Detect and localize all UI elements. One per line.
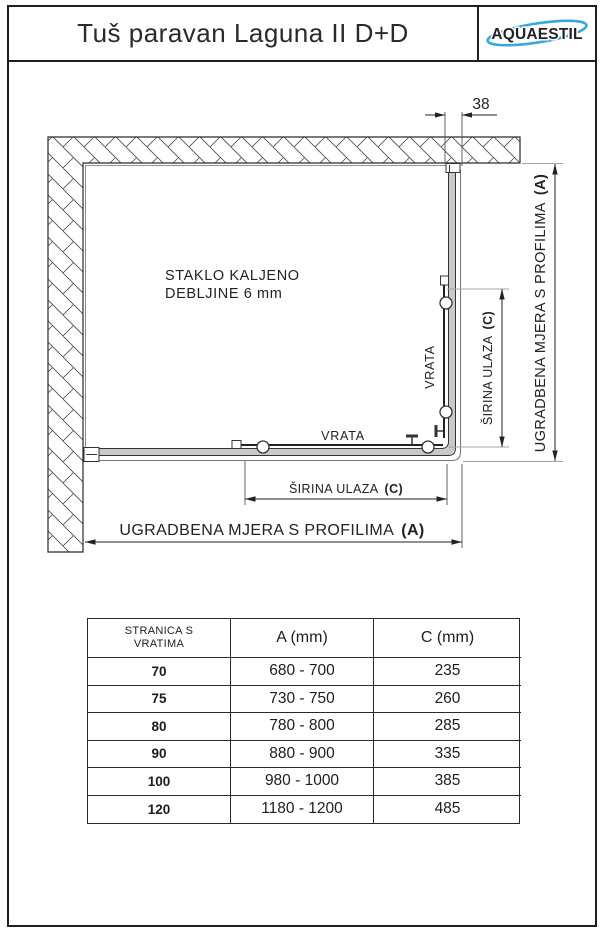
entry-width-label-horizontal (289, 481, 403, 496)
table-cell-size: 90 (88, 741, 231, 769)
dimensions-table (87, 618, 520, 824)
table-cell-size: 80 (88, 713, 231, 741)
table-cell-c: 285 (374, 713, 521, 741)
header-line1: STRANICA S (124, 624, 194, 637)
glass-note-line1: STAKLO KALJENO (165, 268, 300, 284)
install-measure-label-vertical (533, 174, 549, 452)
table-cell-c: 485 (434, 800, 461, 818)
dimension-entry-width-horizontal (245, 461, 447, 505)
profile-inner-edge (97, 168, 449, 449)
dimension-install-measure-horizontal (85, 464, 462, 548)
arrow-down-icon (499, 437, 504, 448)
roller-icon (440, 406, 452, 418)
arrow-left-icon (85, 539, 96, 544)
label-symbol: (A) (401, 522, 425, 539)
table-cell-c: 235 (374, 658, 521, 686)
profile-fill (97, 170, 452, 452)
dimension-38-value: 38 (472, 96, 490, 113)
table-cell-a: 980 - 1000 (231, 768, 374, 796)
profile-outer-offset (97, 170, 461, 461)
label-text: ŠIRINA ULAZA (288, 482, 379, 496)
door-end-cap (441, 276, 449, 285)
arrow-up-icon (499, 289, 504, 300)
roller-icon (422, 441, 434, 453)
glass-note-line2: DEBLJINE 6 mm (165, 286, 283, 302)
table-cell-c: 385 (374, 768, 521, 796)
table-cell-a: 1180 - 1200 (231, 796, 374, 824)
track-profile (84, 164, 461, 462)
table-cell-a: 680 - 700 (231, 658, 374, 686)
table-header-c: C (mm) (374, 619, 521, 658)
table-header-a: A (mm) (231, 619, 374, 658)
extension-lines (447, 289, 509, 447)
roller-icon (257, 441, 269, 453)
arrow-right-icon (452, 539, 463, 544)
profile-outer-edge (97, 168, 456, 456)
roller-icon (440, 297, 452, 309)
table-cell-a: 880 - 900 (231, 741, 374, 769)
wall-bracket-top (446, 164, 460, 173)
dimension-install-measure-vertical (463, 164, 563, 462)
arrow-right-icon (435, 112, 445, 117)
page-title: Tuš paravan Laguna II D+D (77, 18, 409, 48)
label-text: UGRADBENA MJERA S PROFILIMA (533, 202, 549, 453)
table-header-side (88, 619, 231, 658)
label-text: UGRADBENA MJERA S PROFILIMA (119, 522, 395, 539)
door-label-horizontal: VRATA (321, 429, 365, 443)
label-text: ŠIRINA ULAZA (481, 335, 495, 426)
install-measure-label-horizontal (119, 522, 424, 539)
table-cell-c: 260 (374, 686, 521, 714)
table-cell-size: 100 (88, 768, 231, 796)
door-end-cap (232, 441, 241, 449)
table-cell-size: 120 (88, 796, 231, 824)
label-symbol: (A) (533, 173, 549, 196)
dimension-entry-width-vertical (447, 289, 509, 447)
label-symbol: (C) (384, 482, 404, 496)
arrow-right-icon (437, 496, 448, 501)
arrow-up-icon (552, 164, 557, 175)
arrow-left-icon (245, 496, 256, 501)
entry-width-label-vertical (480, 311, 495, 425)
table-cell-size: 70 (88, 658, 231, 686)
header-line2: VRATIMA (133, 638, 185, 650)
table-cell-a: 730 - 750 (231, 686, 374, 714)
arrow-down-icon (552, 451, 557, 462)
label-symbol: (C) (481, 310, 495, 330)
table-cell-a: 780 - 800 (231, 713, 374, 741)
door-label-vertical: VRATA (423, 345, 437, 389)
wall-inner-face-line (86, 166, 448, 450)
table-cell-c: 335 (374, 741, 521, 769)
arrow-left-icon (462, 112, 472, 117)
table-cell-size: 75 (88, 686, 231, 714)
logo-text: AQUAESTIL (491, 25, 583, 43)
